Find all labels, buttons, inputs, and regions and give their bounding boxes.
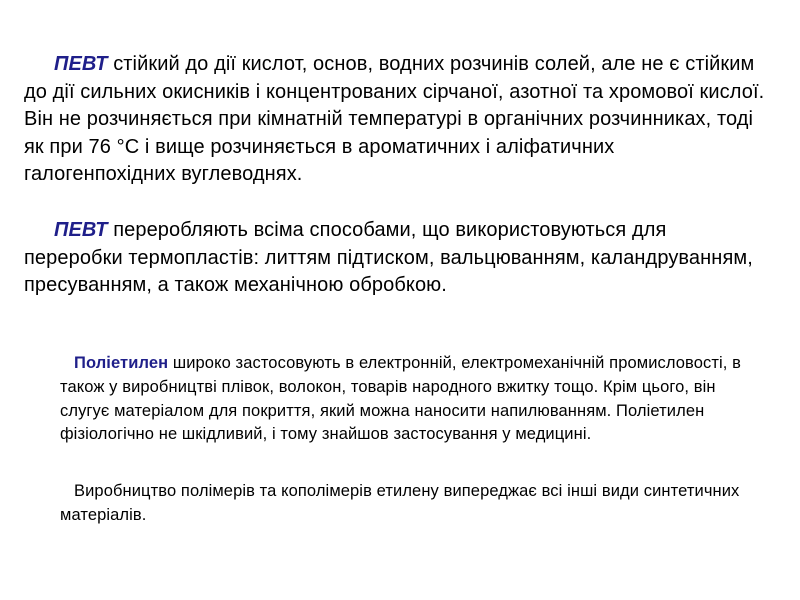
- paragraph-text: широко застосовують в електронній, електромеханічній промисловості, в також у виробництві плівок, волокон, товарів народного вжитку тощо. Крім цього, він слугує матеріалом для покриття, який можна наносити напилюванням. Поліетилен фізіологічно не шкідливий, і тому знайшов застосування у медицині.: [60, 354, 742, 444]
- paragraph-text: Виробництво полімерів та кополімерів етилену випереджає всі інші види синтетичних матеріалів.: [60, 482, 740, 524]
- term-pevt: ПЕВТ: [54, 53, 108, 75]
- term-polyethylene: Поліетилен: [74, 354, 169, 372]
- paragraph-pevt-resistance: [24, 51, 770, 189]
- paragraph-pevt-processing: [24, 217, 770, 300]
- paragraph-production: [60, 480, 760, 528]
- paragraph-text: переробляють всіма способами, що використовуються для переробки термопластів: литтям підтиском, вальцюванням, каландруванням, пресуванням, а також механічною обробкою.: [24, 219, 753, 297]
- paragraph-polyethylene-applications: [60, 352, 760, 447]
- term-pevt: ПЕВТ: [54, 219, 108, 241]
- paragraph-text: стійкий до дії кислот, основ, водних розчинів солей, але не є стійким до дії сильних окисників і концентрованих сірчаної, азотної та хромової кислої. Він не розчиняється при кімнатній температурі в органічних розчинниках, тоді як при 76 °С і вище розчиняється в ароматичних і аліфатичних галогенпохідних вуглеводнях.: [24, 53, 765, 186]
